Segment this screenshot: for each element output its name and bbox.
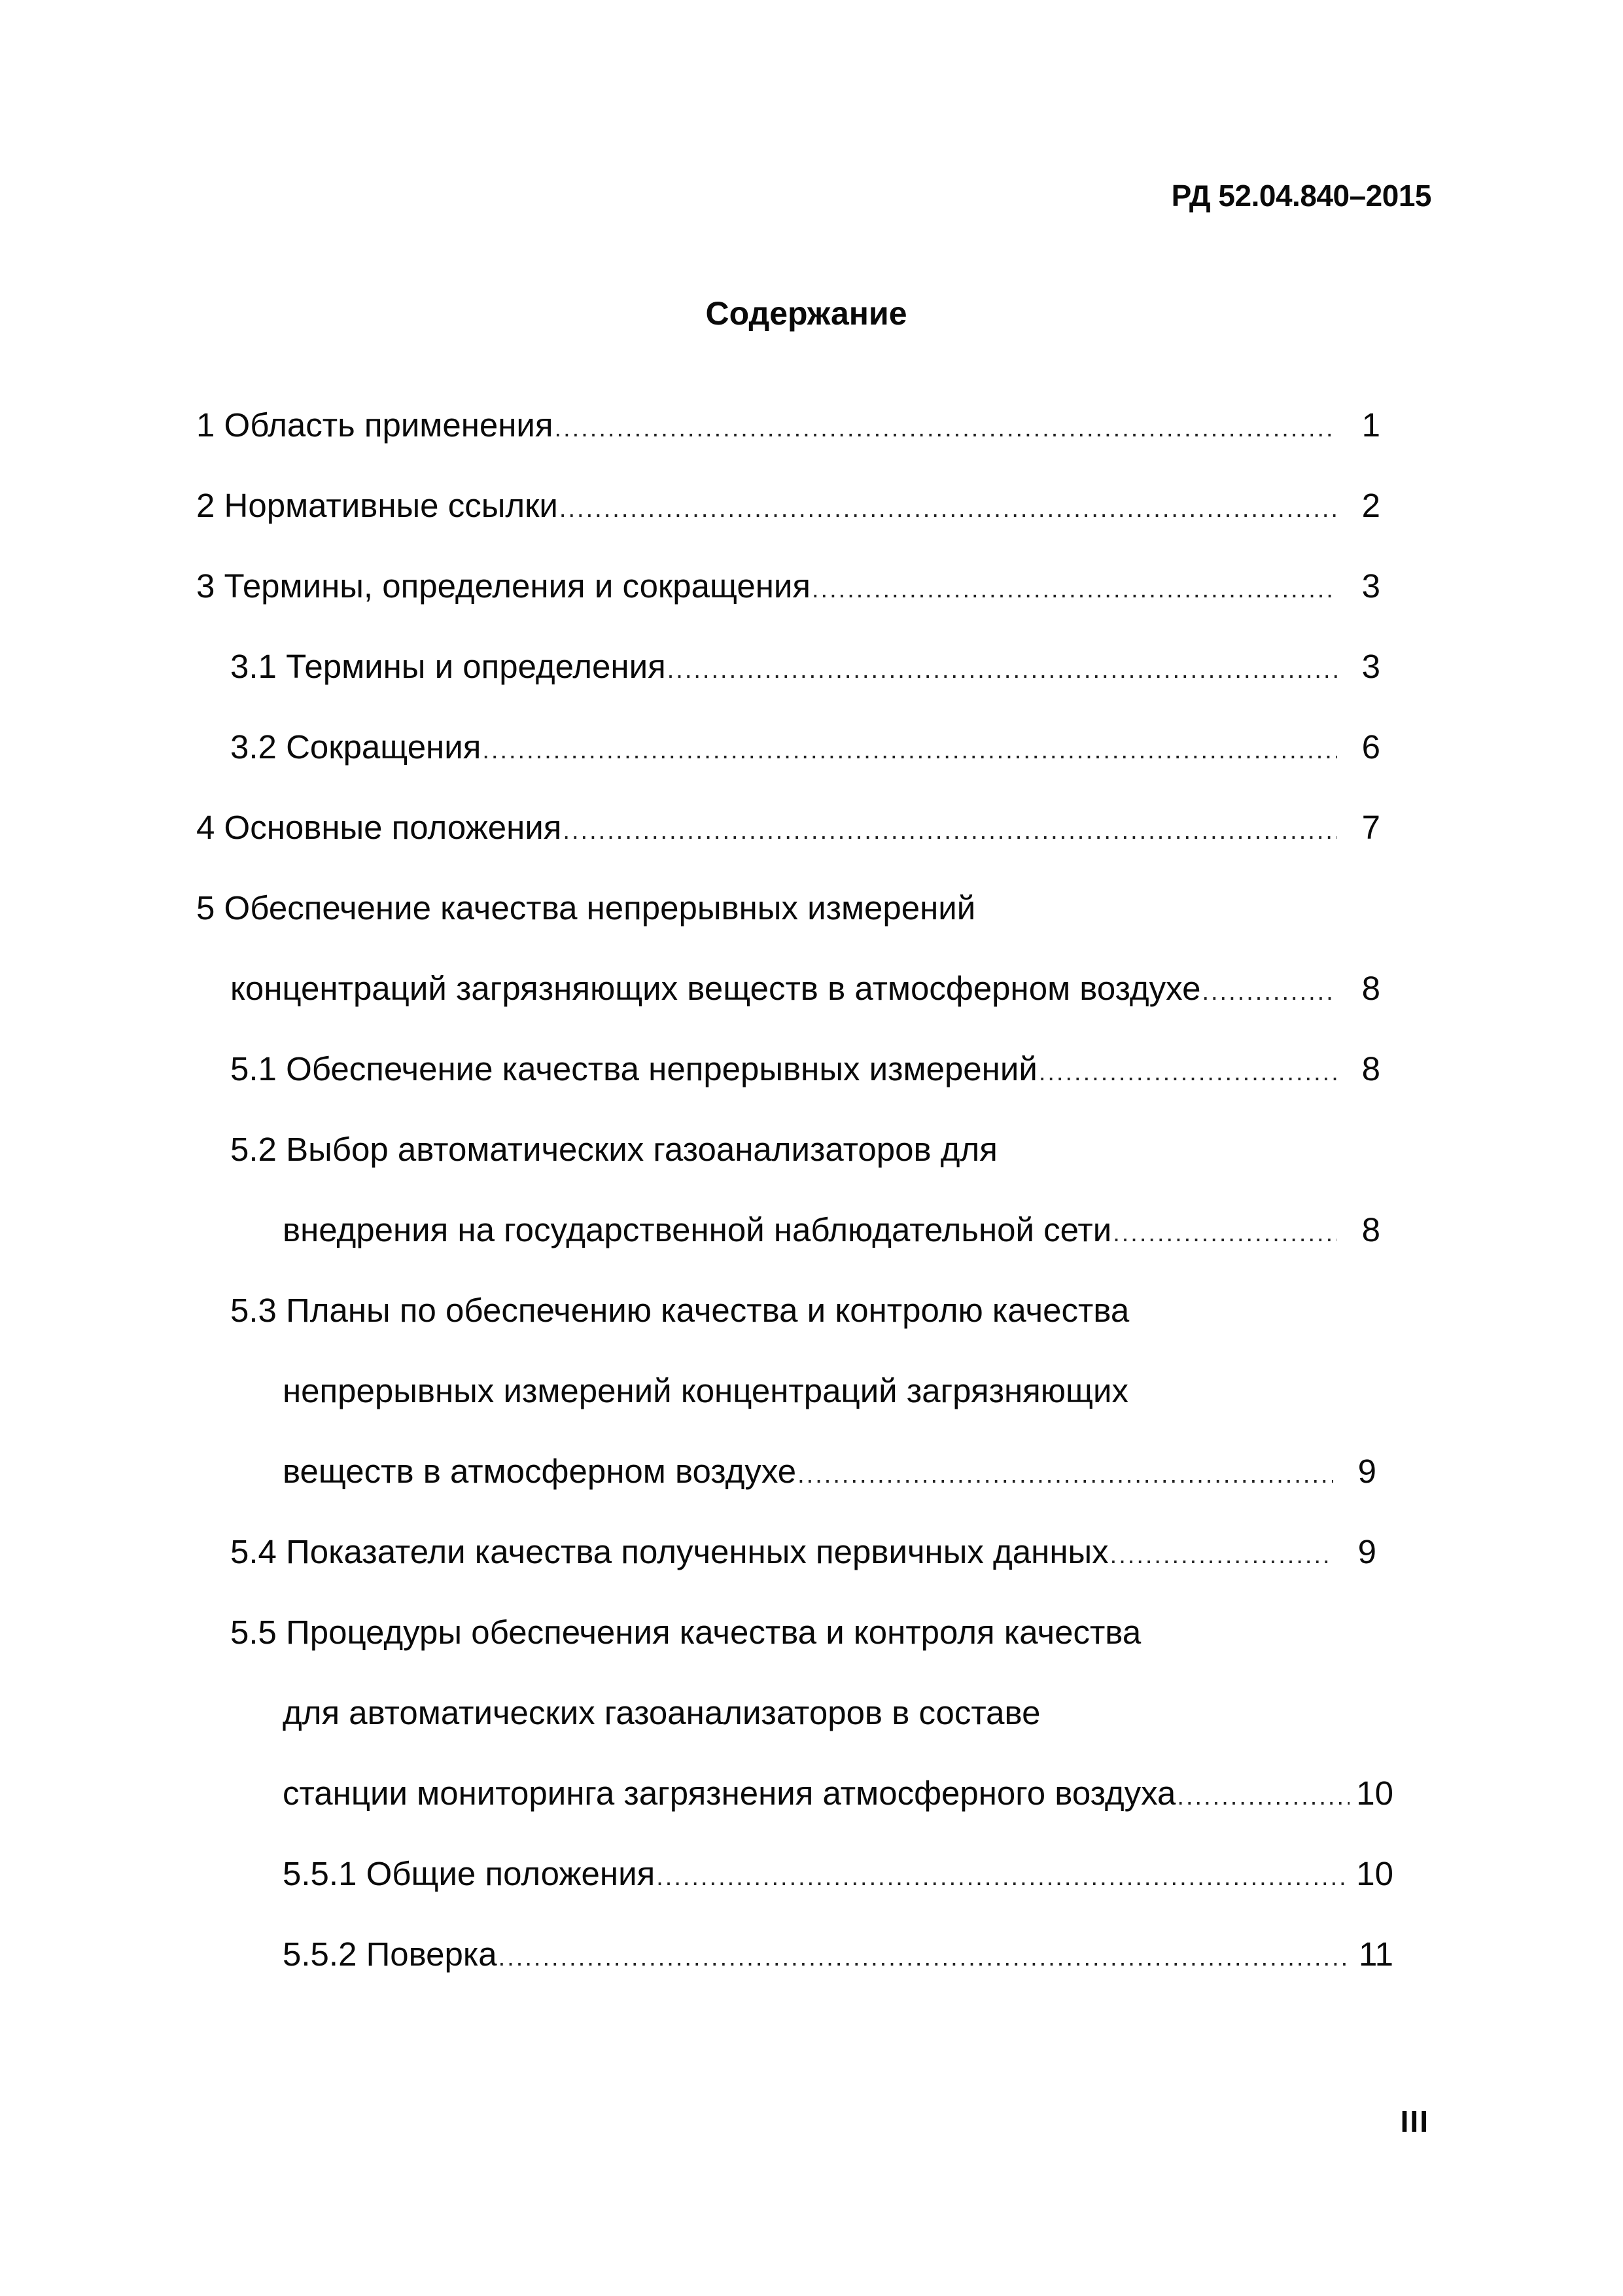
toc-entry-text: концентраций загрязняющих веществ в атмосферном воздухе xyxy=(230,970,1201,1007)
toc-entry[interactable] xyxy=(283,1932,1393,1977)
toc-entry-text: станции мониторинга загрязнения атмосферного воздуха xyxy=(283,1775,1176,1812)
toc-leader-dots xyxy=(1177,1774,1350,1820)
toc-entry[interactable] xyxy=(196,805,1380,851)
toc-entry[interactable] xyxy=(196,483,1380,529)
toc-entry-text: 5.3 Планы по обеспечению качества и контролю качества xyxy=(230,1292,1130,1329)
toc-leader-dots xyxy=(1202,969,1337,1015)
toc-entry-text: 5.2 Выбор автоматических газоанализаторов для xyxy=(230,1131,998,1168)
toc-entry-page: 8 xyxy=(1361,1050,1380,1087)
toc-entry-text: для автоматических газоанализаторов в составе xyxy=(283,1694,1041,1731)
toc-entry-text: 3 Термины, определения и сокращения xyxy=(196,567,811,605)
toc-entry-page: 3 xyxy=(1361,567,1380,605)
toc-entry-text: 4 Основные положения xyxy=(196,809,562,846)
toc-entry-page: 3 xyxy=(1361,648,1380,685)
toc-leader-dots xyxy=(482,728,1337,773)
toc-entry[interactable] xyxy=(283,1851,1393,1897)
toc-leader-dots xyxy=(559,486,1337,532)
toc-entry-page: 1 xyxy=(1361,406,1380,444)
toc-entry-page: 9 xyxy=(1357,1533,1376,1570)
toc-entry-text: 5.5.2 Поверка xyxy=(283,1935,497,1973)
toc-entry-text: 1 Область применения xyxy=(196,406,553,444)
toc-entry[interactable] xyxy=(230,1127,1380,1173)
toc-entry-text: непрерывных измерений концентраций загрязняющих xyxy=(283,1372,1128,1409)
toc-leader-dots xyxy=(797,1452,1333,1498)
toc-entry-page: 10 xyxy=(1356,1775,1393,1812)
toc-entry-page: 2 xyxy=(1361,487,1380,524)
toc-entry-text: 5.5.1 Общие положения xyxy=(283,1855,655,1892)
toc-entry-continuation[interactable] xyxy=(283,1771,1393,1816)
toc-entry-text: 5.1 Обеспечение качества непрерывных измерений xyxy=(230,1050,1038,1087)
toc-entry-continuation[interactable] xyxy=(230,966,1380,1012)
toc-heading-text: Содержание xyxy=(705,295,907,332)
toc-entry-page: 10 xyxy=(1356,1855,1393,1892)
toc-entry[interactable] xyxy=(230,1610,1380,1655)
toc-entry-page: 8 xyxy=(1361,970,1380,1007)
toc-leader-dots xyxy=(667,647,1337,693)
toc-leader-dots xyxy=(563,808,1337,854)
toc-heading xyxy=(0,294,1623,332)
toc-entry-continuation[interactable] xyxy=(283,1449,1376,1494)
toc-leader-dots xyxy=(656,1854,1350,1900)
toc-entry[interactable] xyxy=(230,1288,1380,1333)
toc-entry[interactable] xyxy=(196,885,1380,931)
toc-entry-text: веществ в атмосферном воздухе xyxy=(283,1453,797,1490)
toc-entry[interactable] xyxy=(230,1046,1380,1092)
toc-entry-page: 9 xyxy=(1357,1453,1376,1490)
toc-entry-continuation[interactable] xyxy=(283,1368,1380,1414)
toc-entry-page: 11 xyxy=(1359,1935,1393,1973)
toc-leader-dots xyxy=(812,567,1337,612)
toc-leader-dots xyxy=(1039,1050,1337,1095)
toc-leader-dots xyxy=(1113,1210,1337,1256)
toc-entry[interactable] xyxy=(230,1529,1376,1575)
page-number: III xyxy=(1400,2104,1429,2138)
toc-entry-text: 5.4 Показатели качества полученных первичных данных xyxy=(230,1533,1109,1570)
toc-leader-dots xyxy=(555,406,1337,451)
toc-entry-text: 3.2 Сокращения xyxy=(230,728,481,766)
toc-entry[interactable] xyxy=(196,402,1380,448)
toc-leader-dots xyxy=(1110,1532,1333,1578)
toc-entry-text: 5 Обеспечение качества непрерывных измерений xyxy=(196,889,976,927)
toc-entry-continuation[interactable] xyxy=(283,1690,1380,1736)
toc-leader-dots xyxy=(498,1935,1350,1981)
toc-entry-continuation[interactable] xyxy=(283,1207,1380,1253)
toc-entry[interactable] xyxy=(230,724,1380,770)
toc-entry-page: 8 xyxy=(1361,1211,1380,1248)
document-code: РД 52.04.840–2015 xyxy=(1171,179,1431,213)
toc-entry-text: 2 Нормативные ссылки xyxy=(196,487,558,524)
toc-entry-text: 5.5 Процедуры обеспечения качества и контроля качества xyxy=(230,1614,1142,1651)
toc-entry-text: 3.1 Термины и определения xyxy=(230,648,666,685)
toc-entry[interactable] xyxy=(196,563,1380,609)
toc-entry[interactable] xyxy=(230,644,1380,690)
toc-entry-page: 7 xyxy=(1361,809,1380,846)
toc-entry-text: внедрения на государственной наблюдательной сети xyxy=(283,1211,1112,1248)
toc-entry-page: 6 xyxy=(1361,728,1380,766)
